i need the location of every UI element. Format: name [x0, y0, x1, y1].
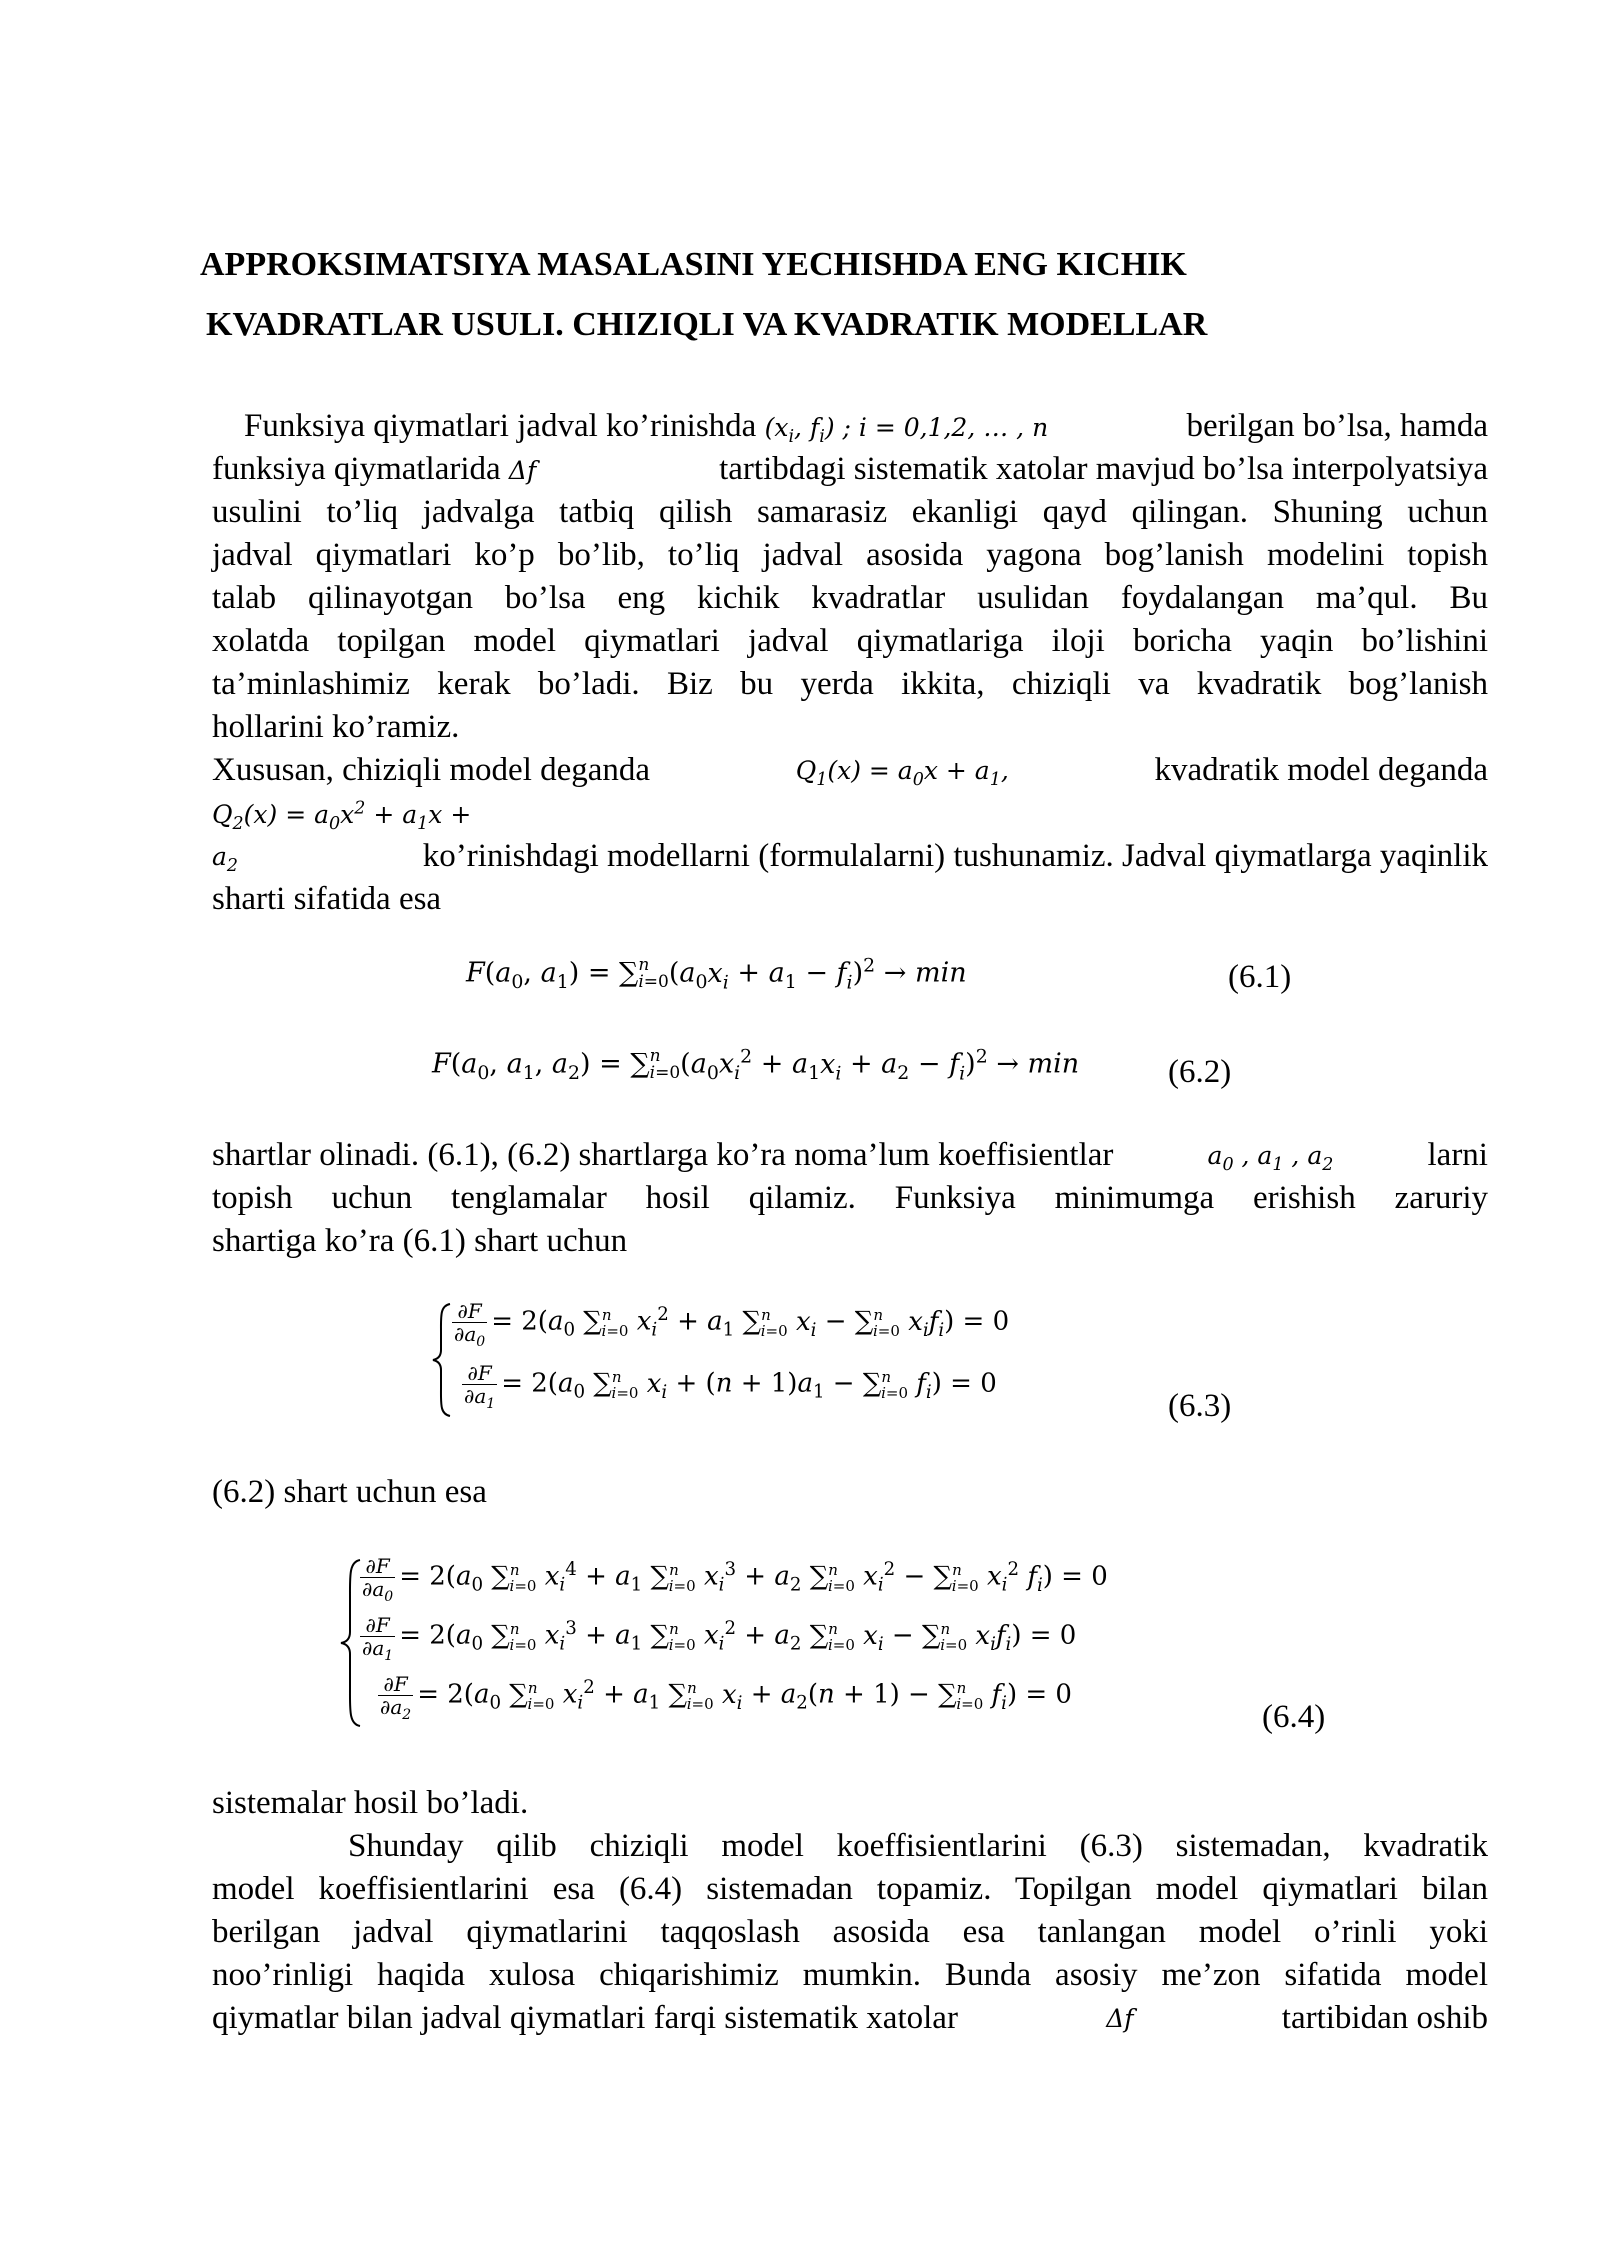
- title-line-1: APPROKSIMATSIYA MASALASINI YECHISHDA ENG KICHIK: [200, 246, 1187, 283]
- para1-line-6: xolatda topilgan model qiymatlari jadval qiymatlariga iloji boricha yaqin bo’lishini: [212, 623, 1488, 659]
- para4-line-1: (6.2) shart uchun esa: [212, 1474, 487, 1510]
- formula-6-1: $F(a_0$, $a_1) = \sum n$ $i=0(a_0x_i + a_1 - f_i)^2 \to \min$: [466, 954, 967, 993]
- para6-line-2: model koeffisientlarini esa (6.4) sistemadan topamiz. Topilgan model qiymatlari bilan: [212, 1871, 1488, 1907]
- math-coefficients: $a_0$ , $a_1$ , $a_2$: [1207, 1141, 1334, 1175]
- paragraph-conditions: [212, 1134, 1488, 1263]
- para1-line-8: hollarini ko’ramiz.: [212, 709, 460, 745]
- paragraph-for-6-2: [212, 1471, 1488, 1514]
- left-brace-6-3: [430, 1302, 454, 1418]
- para1-line-3: usulini to’liq jadvalga tatbiq qilish samarasiz ekanligi qayd qilingan. Shuning uchun: [212, 494, 1488, 530]
- system-6-4-eq-3: $\frac{\partial F}{\partial a_2}$ = $2(a_0$ ∑$^n_{i=0}$ $x_i^2 + a_1$ ∑$^n_{i=0}$ $x_i + a_2(n + 1) - \sum^n_{i=0}$ $f_i) = 0$: [380, 1672, 1072, 1723]
- para1-line-4: jadval qiymatlari ko’p bo’lib, to’liq jadval asosida yagona bog’lanish modelini topish: [212, 537, 1488, 573]
- math-delta-f: Δf: [508, 456, 537, 485]
- title-line-2: KVADRATLAR USULI. CHIZIQLI VA KVADRATIK MODELLAR: [206, 306, 1208, 343]
- para3-text-b: larni: [1427, 1137, 1488, 1173]
- system-6-4-eq-2: $\frac{\partial F}{\partial a_1}$ = $2(a_0$ ∑$^n_{i=0}$ $x_i^3 + a_1$ ∑$^n_{i=0}$ $x_i^2 + a_2$ ∑$^n_{i=0}$ $x_i - \sum^n_{i=0}$ $x_if_i) = 0$: [362, 1613, 1077, 1664]
- formula-6-2: $F(a_0$, $a_1$, $a_2) = \sum n$ $i=0(a_0x_i^2 + a_1x_i + a_2 - f_i)^2 \to \min$: [432, 1045, 1080, 1084]
- system-6-3-eq-2: $\frac{\partial F}{\partial a_1}$ = $2(a_0$ ∑$^n_{i=0}$ $x_i + (n + 1)a_1 - \sum^n_{i=0}$ $f_i) = 0$: [464, 1361, 997, 1412]
- para6-text-a: qiymatlar bilan jadval qiymatlari farqi sistematik xatolar: [212, 2000, 958, 2036]
- para6-line-4: noo’rinligi haqida xulosa chiqarishimiz mumkin. Bunda asosiy me’zon sifatida model: [212, 1957, 1488, 1993]
- para1-line-7: ta’minlashimiz kerak bo’ladi. Biz bu yerda ikkita, chiziqli va kvadratik bog’lanish: [212, 666, 1488, 702]
- para3-text-a: shartlar olinadi. (6.1), (6.2) shartlarga ko’ra noma’lum koeffisientlar: [212, 1137, 1114, 1173]
- para3-line-3: shartiga ko’ra (6.1) shart uchun: [212, 1223, 628, 1259]
- equation-number-6-1: (6.1): [1228, 959, 1292, 995]
- para6-text-b: tartibidan oshib: [1281, 2000, 1488, 2036]
- para6-line-3: berilgan jadval qiymatlarini taqqoslash asosida esa tanlangan model o’rinli yoki: [212, 1914, 1488, 1950]
- equation-number-6-4: (6.4): [1262, 1699, 1326, 1735]
- math-q1: $Q_1(x) = a_0x + a_1$,: [795, 756, 1009, 790]
- equation-number-6-2: (6.2): [1168, 1054, 1232, 1090]
- para1-text-d: tartibdagi sistematik xatolar mavjud bo’lsa interpolyatsiya: [719, 451, 1488, 487]
- para2-text-a: Xususan, chiziqli model deganda: [212, 752, 651, 788]
- para1-text-c: funksiya qiymatlarida: [212, 451, 509, 487]
- para1-line-5: talab qilinayotgan bo’lsa eng kichik kvadratlar usulidan foydalangan ma’qul. Bu: [212, 580, 1488, 616]
- math-xi-fi: ($x_i$, $f_i$) ; i = 0,1,2, … , n: [764, 413, 1049, 447]
- system-6-4-eq-1: $\frac{\partial F}{\partial a_0}$ = $2(a_0$ ∑$^n_{i=0}$ $x_i^4 + a_1$ ∑$^n_{i=0}$ $x_i^3 + a_2$ ∑$^n_{i=0}$ $x_i^2 - \sum^n_{i=0}$ $x_i^2$ $f_i) = 0$: [362, 1554, 1108, 1605]
- paragraph-systems: [212, 1782, 1488, 1825]
- equation-number-6-3: (6.3): [1168, 1388, 1232, 1424]
- para3-line-2: topish uchun tenglamalar hosil qilamiz. Funksiya minimumga erishish zaruriy: [212, 1180, 1488, 1216]
- para2-text-c: ko’rinishdagi modellarni (formulalarni) tushunamiz. Jadval qiymatlarga yaqinlik: [422, 838, 1488, 874]
- para2-text-b: kvadratik model deganda: [1154, 752, 1488, 788]
- para2-line-4: sharti sifatida esa: [212, 881, 442, 917]
- system-6-3-eq-1: $\frac{\partial F}{\partial a_0}$ = $2(a_0$ ∑$^n_{i=0}$ $x_i^2 + a_1$ ∑$^n_{i=0}$ $x_i - \sum^n_{i=0}$ $x_if_i) = 0$: [454, 1299, 1010, 1350]
- para6-line-1: Shunday qilib chiziqli model koeffisientlarini (6.3) sistemadan, kvadratik: [348, 1828, 1488, 1864]
- para1-text-b: berilgan bo’lsa, hamda: [1186, 408, 1488, 444]
- para1-text-a: Funksiya qiymatlari jadval ko’rinishda: [244, 408, 765, 444]
- para5-line-1: sistemalar hosil bo’ladi.: [212, 1785, 529, 1821]
- paragraph-conclusion: [212, 1825, 1488, 2040]
- math-a2: $a_2$: [212, 842, 239, 876]
- paragraph-models: [212, 749, 1488, 921]
- math-q2: $Q_2(x) = a_0x^2 + a_1x$ +: [212, 798, 472, 834]
- paragraph-intro: [212, 405, 1488, 749]
- math-delta-f-2: Δf: [1106, 2004, 1134, 2033]
